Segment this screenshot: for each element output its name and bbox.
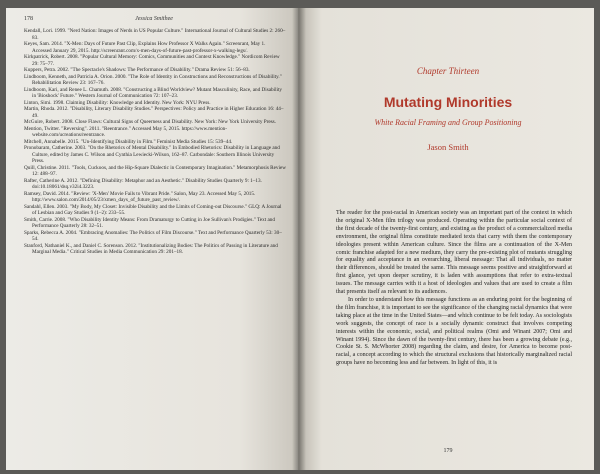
reference-entry: Stanford, Nathaniel K., and Daniel C. Sorenson. 2012. "Institutionalizing Bodies: The Politics of Passing in Literature and Marginal Media." Critical Studies in Media Communication 29: 201–18. <box>24 242 278 255</box>
reference-entry: McGuire, Robert. 2008. Close Flaws: Cultural Signs of Queerness and Disability. New York: New York University Press. <box>24 119 276 125</box>
reference-entry: Sandahl, Ellen. 2003. "My Body, My Closet: Invisible Disability and the Limits of Coming-out Discourse." GLQ: A Journal of Lesbian and Gay Studies 9 (1–2): 233–55. <box>24 203 282 216</box>
reference-entry: Lindboom, Kari, and Renee L. Chamuth. 2008. "Constructing a Blind Worldview? Mutant Masculinity, Race, and Disability in 'Bioshock' Future." Western Journal of Communication 72: 107–23. <box>24 86 283 99</box>
reference-entry: Kendall, Lori. 1999. "Nerd Nation: Images of Nerds in US Popular Culture." International Journal of Cultural Studies 2: 260–83. <box>24 28 286 41</box>
reference-entry: Linton, Simi. 1998. Claiming Disability: Knowledge and Identity. New York: NYU Press. <box>24 99 211 106</box>
reference-entry: Martin, Rhoda. 2012. "Disability, Literary Disability Studies." Perspectives: Policy and Practice in Higher Education 16: 44–49. <box>24 106 284 119</box>
chapter-label: Chapter Thirteen <box>416 66 480 76</box>
chapter-subtitle: White Racial Framing and Group Positioning <box>374 118 522 127</box>
book-gutter <box>292 8 306 470</box>
reference-entry: Sparks, Rebecca A. 2004. "Embracing Anomalies: The Politics of Film Discourse." Text and Performance Quarterly 53: 30–54. <box>24 229 282 242</box>
right-page <box>298 8 594 470</box>
reference-entry: Smith, Carrie. 2008. "Who Disability Identity Means: From Dramaturgy to Cutting in Joe Sullivan's Prodigies." Text and Performance Quarterly 28: 32–51. <box>24 216 275 229</box>
reference-entry: Kuppers, Petra. 2002. "The Spectacle's Shadows: The Performance of Disability." Drama Review 51: 56–83. <box>24 67 250 73</box>
reference-entry: Pronobaram, Catherine. 2003. "On the Rhetorics of Mental Disability." In Embodied Rhetorics: Disability in Language and Culture, edited by James C. Wilson and Cynthia Lewiecki-Wilson, 162–87. Carbondale: Southern Illinois University Press. <box>24 145 280 164</box>
reference-entry: Mention, Twitter. "Reversing". 2011. "Reentrance." Accessed May 5, 2015. https://www.mention-website.com/ucreations/reentrance. <box>24 125 227 138</box>
left-page <box>6 8 298 470</box>
left-page-number: 178 <box>24 16 33 22</box>
chapter-author: Jason Smith <box>427 142 469 152</box>
reference-entry: Quill, Christine. 2011. "Tools, Cuckoos, and the Hip-Square Dialectic in Contemporary Imagination." Metamorphosis Review 12: 488–97. <box>24 164 287 177</box>
book-spread <box>6 8 594 470</box>
reference-entry: Lindboom, Kenneth, and Patricia A. Orion. 2000. "The Role of Identity in Constructions and Reconstructions of Disability." Rehabilitation Review 23: 167–76. <box>24 73 282 86</box>
running-head-title: Jessica Smithee <box>135 16 173 22</box>
reference-entry: Mitchell, Annabelle. 2015. "Un-Identifying Disability in Film." Feminist Media Studies 15: 539–44. <box>24 138 233 145</box>
reference-entry: Rafter, Catherine A. 2012. "Defining Disability: Metaphor and an Aesthetic." Disability Studies Quarterly 9: 1–13. doi:10.18061/dsq.v32i4.3223. <box>24 177 262 190</box>
chapter-body <box>336 210 572 368</box>
body-paragraph: In order to understand how this message functions as an enduring point for the beginning of the film franchise, it is important to see the significance of the changing racial dynamics that were taking place at the time in the United States—and which continue to be felt today. As sociologists work suggests, the concept of race is a socially dynamic construct that involves competing interests within the economic, social, and political realms (Omi and Winant 2007; Omi and Winant 1994). Since the dawn of the twenty-first century, there has been a growing debate (e.g., Cookie St. S. McWhorter 2008) regarding the claim, and desire, for America to become post-racial, a concept according to which the structural exclusions that historically marginalized racial groups have no becoming less and far between. In light of this, it is <box>336 296 572 367</box>
reference-entry: Kirkpatrick, Robert. 2008. "Popular Cultural Memory: Comics, Communities and Context Knowledge." Nordicom Review 29: 75–77. <box>24 54 280 67</box>
reference-entry: Keyes, Sam. 2014. "X-Men: Days of Future Past Clip, Explains How Professor X Walks Again." Screenrant, May 1. Accessed January 29, 2015. http://screenrant.com/x-men-days-of-future-past-professor-x-walking-legs/. <box>24 41 266 54</box>
reference-list <box>24 28 286 256</box>
chapter-title: Mutating Minorities <box>383 94 513 110</box>
right-page-number: 179 <box>443 448 453 454</box>
reference-entry: Ramsey, David. 2014. "Review: 'X-Men' Movie Fails to Vibrant Pride." Salon, May 23. Accessed May 5, 2015. http://www.salon.com/2014/05/23/xmen_days_of_future_past_review/. <box>24 190 256 203</box>
body-paragraph: The reader for the post-racial in American society was an important part of the context in which the original X-Men film trilogy was produced. Operating within the particular social context of the first decade of the twenty-first century, and existing as the product of a commercialized media environment, the original films constitute mediated texts that carry with them the contemporary ideologies present within American culture. Since the films are a continuation of the X-Men comic franchise adapted for a new medium, they carry the pre-existing plot of mutants struggling for equality and acceptance in an overarching, liberal message: That all individuals, no matter their differences, should be treated the same. This message seems positive and straightforward at first glance, yet upon deeper scrutiny, it is laden with assumptions that refer to extra-textual issues. The message carries with it a host of ideologies and values that are used to create a film that presents itself as relevant to its audiences. <box>336 210 572 296</box>
